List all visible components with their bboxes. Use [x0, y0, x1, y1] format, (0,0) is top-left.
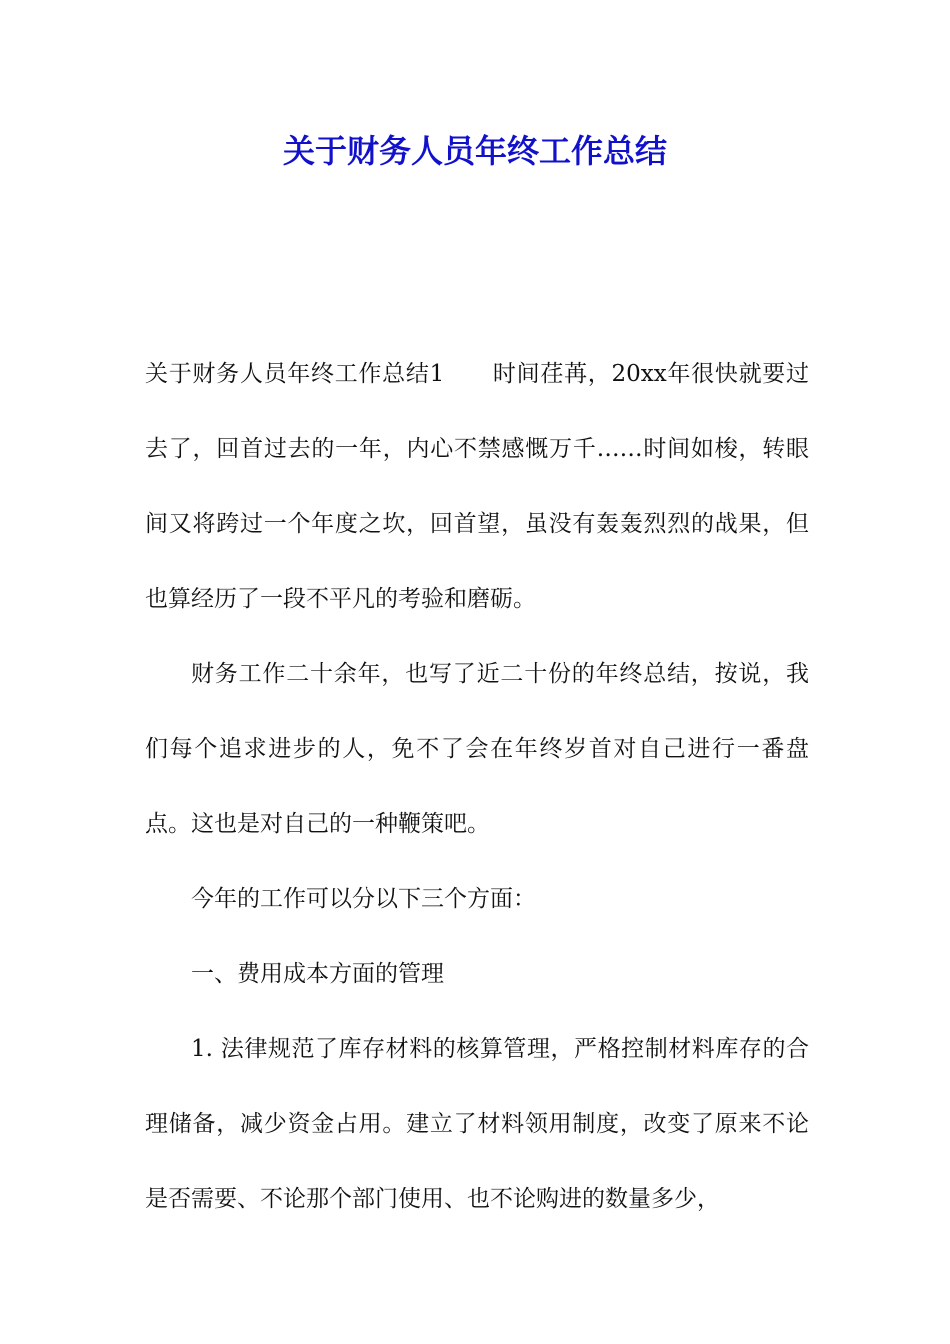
paragraph-item-1: 1. 法律规范了库存材料的核算管理，严格控制材料库存的合理储备，减少资金占用。建立了材料领用制度，改变了原来不论是否需要、不论那个部门使用、也不论购进的数量多少，: [145, 1036, 809, 1212]
document-body: [145, 337, 809, 1237]
paragraph-1: [145, 337, 809, 637]
paragraph-3: 今年的工作可以分以下三个方面：: [191, 886, 536, 912]
section-heading: 关于财务人员年终工作总结1: [145, 361, 445, 387]
paragraph-1-text: 时间荏苒，20xx年很快就要过去了，回首过去的一年，内心不禁感慨万千……时间如梭，转眼间又将跨过一个年度之坎，回首望，虽没有轰轰烈烈的战果，但也算经历了一段不平凡的考验和磨砺。: [145, 361, 809, 612]
document-title: 关于财务人员年终工作总结: [282, 132, 667, 170]
section-heading-costs: 一、费用成本方面的管理: [191, 961, 444, 987]
paragraph-2: 财务工作二十余年，也写了近二十份的年终总结，按说，我们每个追求进步的人，免不了会在年终岁首对自己进行一番盘点。这也是对自己的一种鞭策吧。: [145, 661, 809, 837]
